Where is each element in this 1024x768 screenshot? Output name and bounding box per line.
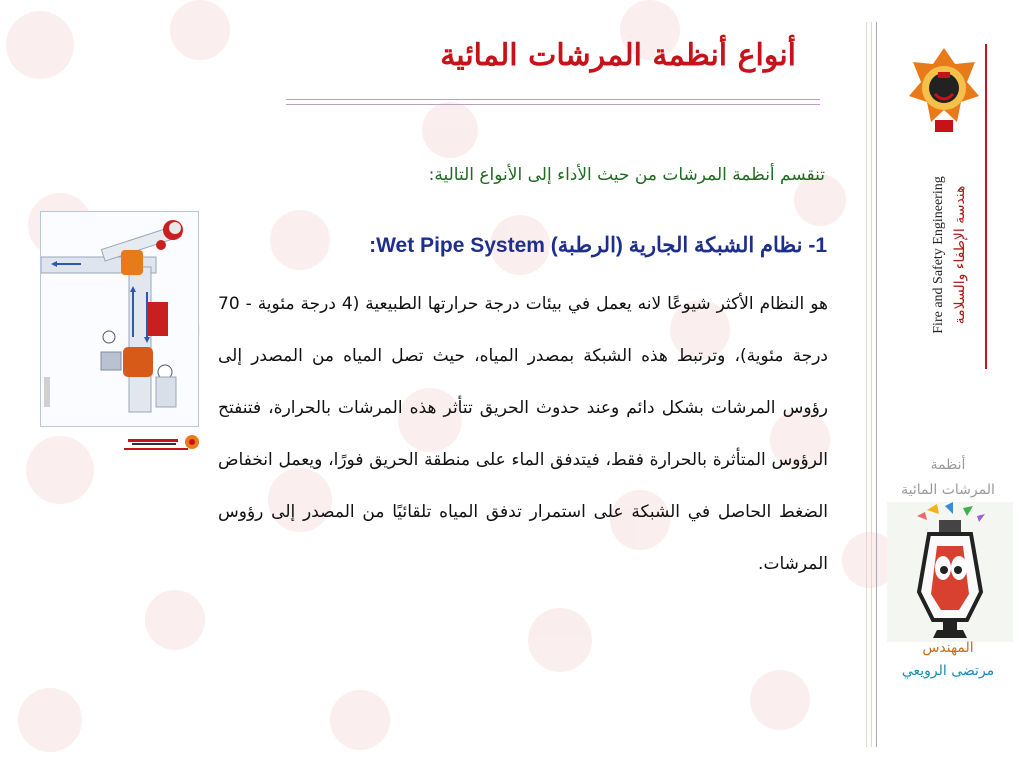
sprinkler-head-mascot-icon xyxy=(887,502,1013,642)
brand-caption-english: Fire and Safety Engineering xyxy=(931,176,946,334)
small-brand-logo-icon xyxy=(122,432,200,454)
vertical-divider-2 xyxy=(871,22,872,747)
section-paragraph: هو النظام الأكثر شيوعًا لانه يعمل في بيئات درجة حرارتها الطبيعية (4 درجة مئوية - 70 درجة مئوية)، وترتبط هذه الشبكة بمصدر المياه، حيث تصل المياه من المصدر إلى رؤوس المرشات بشكل دائم وعند حدوث الحريق تتأثر هذه المرشات بالحرارة، فتنفتح الرؤوس المتأثرة بالحرارة فقط، فيتدفق الماء على منطقة الحريق فورًا، ويعمل انخفاض الضغط الحاصل في الشبكة على استمرار تدفق المياه تلقائيًا من المصدر إلى رؤوس المرشات. xyxy=(218,294,828,574)
sidebar-accent-bar xyxy=(985,44,987,369)
sidebar-panel-title xyxy=(888,453,1008,503)
section-heading-arabic: 1- نظام الشبكة الجارية (الرطبة) xyxy=(550,234,827,257)
vertical-divider-3 xyxy=(876,22,877,747)
slide-title: أنواع أنظمة المرشات المائية xyxy=(440,38,796,73)
section-heading-english: Wet Pipe System xyxy=(376,234,545,257)
title-divider xyxy=(286,99,820,105)
sidebar-panel-title-line2: المرشات المائية xyxy=(901,482,995,498)
vertical-divider-1 xyxy=(866,22,867,747)
intro-text: تنقسم أنظمة المرشات من حيث الأداء إلى الأنواع التالية: xyxy=(428,165,825,185)
wet-pipe-valve-assembly-illustration xyxy=(41,212,198,426)
author-name: مرتضى الرويعي xyxy=(901,663,995,679)
brand-caption-arabic: هندسة الإطفاء والسلامة xyxy=(952,185,968,325)
author-title: المهندس xyxy=(922,640,974,656)
section-heading-colon: : xyxy=(369,234,377,257)
fire-safety-emblem-icon xyxy=(905,44,983,136)
wet-pipe-valve-figure xyxy=(40,211,199,427)
sidebar-panel-title-line1: أنظمة xyxy=(930,457,966,473)
section-heading xyxy=(222,233,827,258)
